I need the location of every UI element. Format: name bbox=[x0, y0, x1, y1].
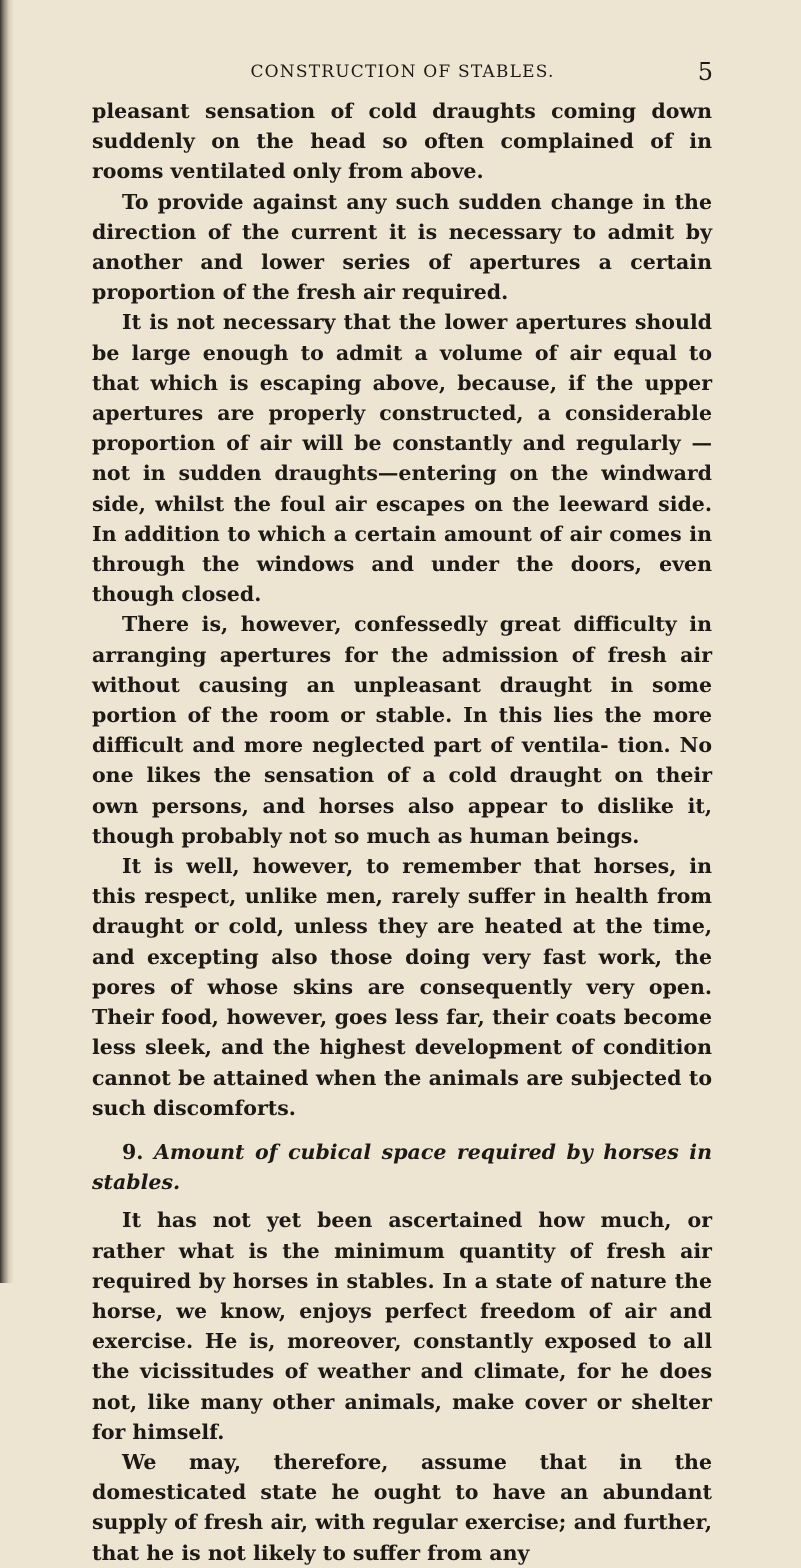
section-heading bbox=[92, 1137, 712, 1197]
page-edge bbox=[0, 0, 14, 1283]
paragraph: It is well, however, to remember that horses, in this respect, unlike men, rarely suffer in health from draught or cold, unless they are heated at the time, and excepting also those doing very fast work, the pores of whose skins are consequently very open. Their food, however, goes less far, their coats become less sleek, and the highest development of condition cannot be attained when the animals are subjected to such discomforts. bbox=[92, 854, 712, 1120]
page-header bbox=[92, 60, 713, 90]
paragraph: It is not necessary that the lower apertures should be large enough to admit a volume of air equal to that which is escaping above, because, if the upper apertures are properly constructed, a considerable proportion of air will be constantly and regularly —not in sudden draughts—entering on the windward side, whilst the foul air escapes on the leeward side. In addition to which a certain amount of air comes in through the windows and under the doors, even though closed. bbox=[92, 310, 712, 607]
paragraph: It has not yet been ascertained how much, or rather what is the minimum quantity of fresh air required by horses in stables. In a state of nature the horse, we know, enjoys perfect freedom of air and exercise. He is, moreover, constantly exposed to all the vicissitudes of weather and climate, for he does not, like many other animals, make cover or shelter for himself. bbox=[92, 1208, 712, 1444]
paragraph: To provide against any such sudden change in the direction of the current it is necessary to admit by another and lower series of apertures a certain proportion of the fresh air required. bbox=[92, 189, 712, 305]
body-text bbox=[92, 96, 712, 1568]
paragraph: There is, however, confessedly great difficulty in arranging apertures for the admission of fresh air without causing an unpleasant draught in some portion of the room or stable. In this lies the more difficult and more neglected part of ventila- tion. No one likes the sensation of a cold draught on their own persons, and horses also appear to dislike it, though probably not so much as human beings. bbox=[92, 612, 712, 848]
paragraph: We may, therefore, assume that in the domesticated state he ought to have an abundant supply of fresh air, with regular exercise; and further, that he is not likely to suffer from any bbox=[92, 1449, 712, 1565]
page-number: 5 bbox=[697, 58, 713, 86]
section-number: 9. bbox=[122, 1139, 144, 1164]
section-title: Amount of cubical space required by horses in stables. bbox=[92, 1139, 713, 1195]
paragraph: pleasant sensation of cold draughts coming down suddenly on the head so often complained of in rooms ventilated only from above. bbox=[92, 99, 712, 184]
running-head: CONSTRUCTION OF STABLES. bbox=[250, 62, 555, 82]
